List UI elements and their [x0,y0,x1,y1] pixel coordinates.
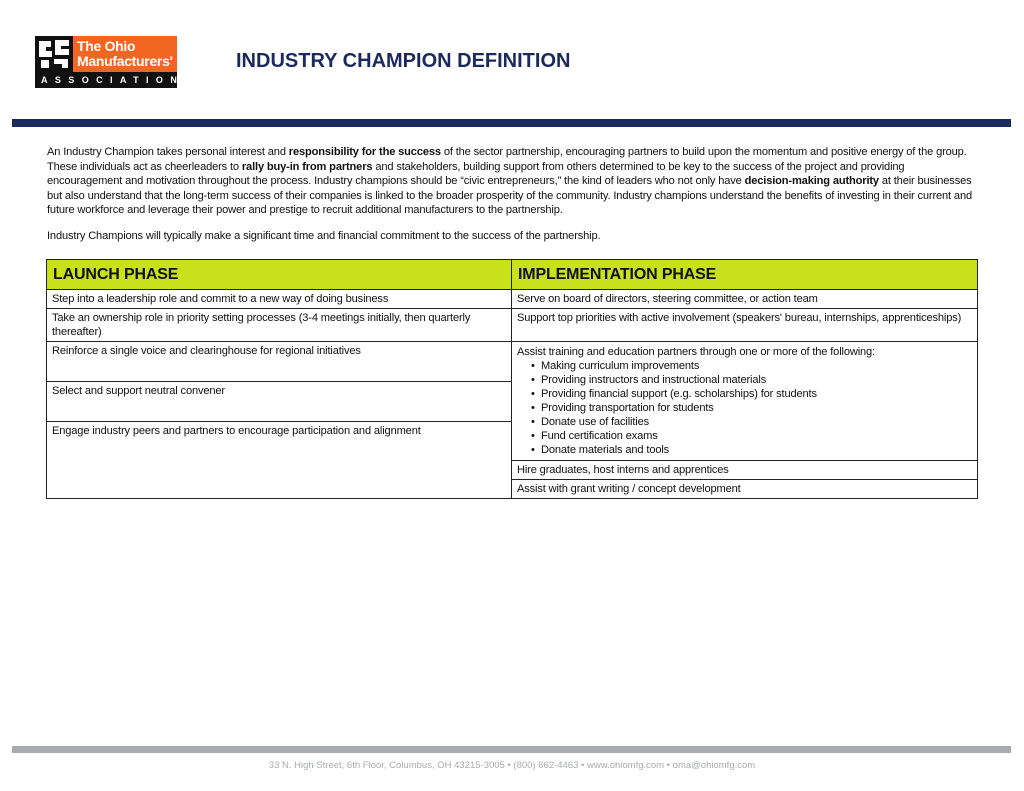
table-header-row [47,260,978,290]
logo-mark-icon [35,36,73,72]
list-item: • Providing transportation for students [541,401,972,415]
implementation-phase-header: IMPLEMENTATION PHASE [512,260,978,290]
launch-cell: Step into a leadership role and commit to a new way of doing business [47,290,512,309]
list-item: • Donate use of facilities [541,415,972,429]
implementation-cell: Hire graduates, host interns and apprentices [512,461,978,480]
header-divider [12,119,1011,127]
launch-cell: Reinforce a single voice and clearinghouse for regional initiatives [47,342,512,382]
phases-table [46,259,978,499]
footer-divider [12,746,1011,753]
list-item: • Making curriculum improvements [541,359,972,373]
table-row [47,290,978,309]
list-item: • Providing instructors and instructional materials [541,373,972,387]
table-row [47,342,978,382]
table-row [47,309,978,342]
ohio-manufacturers-logo [35,36,185,88]
training-list [517,359,972,457]
logo-association: ASSOCIATION [35,72,177,88]
launch-cell: Engage industry peers and partners to encourage participation and alignment [47,422,512,499]
commitment-paragraph: Industry Champions will typically make a significant time and financial commitment to the success of the partnership. [47,230,601,242]
launch-cell: Select and support neutral convener [47,382,512,422]
footer-contact: 33 N. High Street, 6th Floor, Columbus, OH 43215-3005 • (800) 662-4463 • www.ohiomfg.com • oma@ohiomfg.com [268,760,756,771]
implementation-cell: Assist with grant writing / concept development [512,480,978,499]
training-intro: Assist training and education partners through one or more of the following: [517,346,875,358]
list-item: • Fund certification exams [541,429,972,443]
implementation-cell-training [512,342,978,461]
launch-phase-header: LAUNCH PHASE [47,260,512,290]
launch-cell: Take an ownership role in priority setting processes (3-4 meetings initially, then quarterly thereafter) [47,309,512,342]
list-item: • Providing financial support (e.g. scholarships) for students [541,387,972,401]
page-title: INDUSTRY CHAMPION DEFINITION [236,50,571,72]
implementation-cell: Serve on board of directors, steering committee, or action team [512,290,978,309]
list-item: • Donate materials and tools [541,443,972,457]
logo-wordmark [73,36,177,72]
logo-line-1: The Ohio [77,38,136,54]
logo-line-2: Manufacturers' [77,53,173,69]
implementation-cell: Support top priorities with active involvement (speakers' bureau, internships, apprenticeships) [512,309,978,342]
intro-paragraph: An Industry Champion takes personal interest and responsibility for the success of the sector partnership, encouraging partners to build upon the momentum and positive energy of the group. These individuals act as cheerleaders to rally buy-in from partners and stakeholders, building support from others determined to be key to the success of the project and providing encouragement and motivation throughout the process. Industry champions should be “civic entrepreneurs,” the kind of leaders who not only have decision-making authority at their businesses but also understand that the long-term success of their companies is linked to the broader prosperity of the community. Industry champions understand the benefits of investing in their current and future workforce and leverage their power and prestige to recruit additional manufacturers to the partnership. [47,146,972,217]
